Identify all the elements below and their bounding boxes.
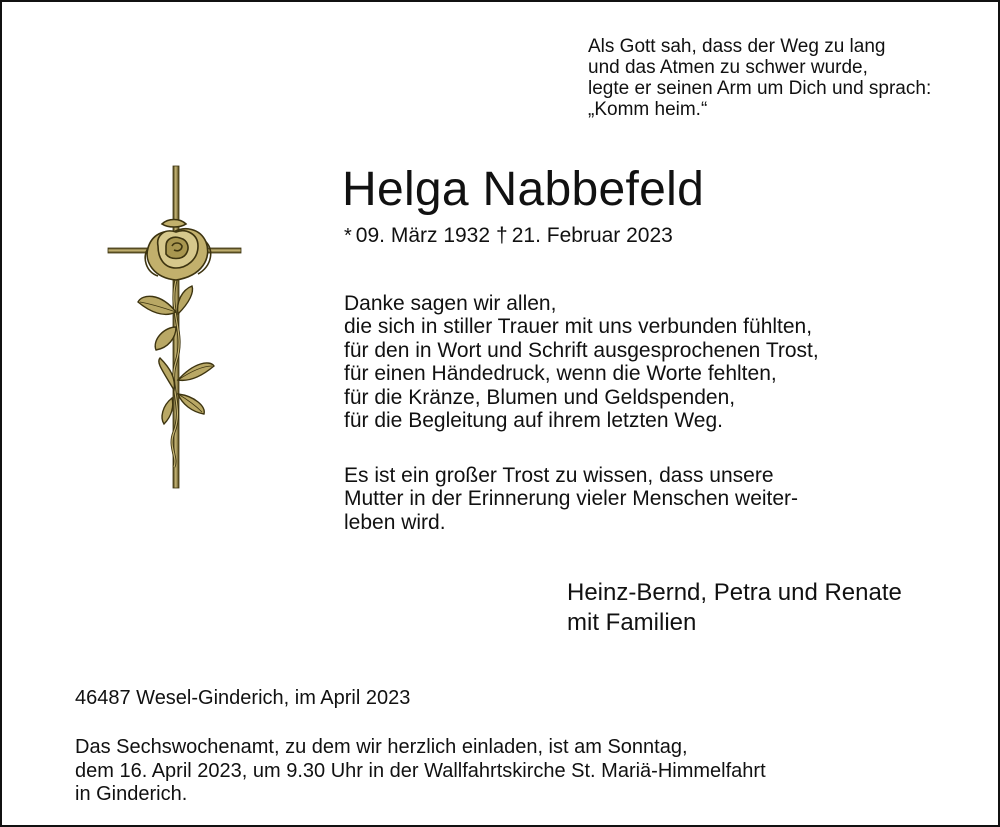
death-symbol: † — [496, 224, 508, 247]
comfort-line: Mutter in der Erinnerung vieler Menschen weiter- — [344, 487, 799, 511]
place-date: 46487 Wesel-Ginderich, im April 2023 — [75, 687, 411, 709]
service-line: dem 16. April 2023, um 9.30 Uhr in der Wallfahrtskirche St. Mariä-Himmelfahrt — [75, 759, 766, 782]
thanks-line: für den in Wort und Schrift ausgesprochenen Trost, — [344, 338, 819, 362]
family-suffix: mit Familien — [567, 609, 697, 636]
thanks-line: Danke sagen wir allen, — [344, 292, 557, 315]
birth-date: 09. März 1932 — [355, 224, 491, 247]
death-date: 21. Februar 2023 — [511, 224, 673, 247]
poem-line: und das Atmen zu schwer wurde, — [588, 57, 868, 78]
thanks-line: für die Begleitung auf ihrem letzten Weg. — [344, 409, 723, 433]
comfort-line: leben wird. — [344, 510, 446, 534]
poem-line: legte er seinen Arm um Dich und sprach: — [588, 78, 932, 99]
thanks-line: die sich in stiller Trauer mit uns verbunden fühlten, — [344, 315, 813, 339]
thanks-line: für die Kränze, Blumen und Geldspenden, — [344, 385, 736, 409]
poem-line: „Komm heim.“ — [588, 99, 708, 120]
poem-line: Als Gott sah, dass der Weg zu lang — [588, 36, 886, 57]
family-names: Heinz-Bernd, Petra und Renate — [567, 579, 902, 606]
comfort-paragraph — [344, 464, 798, 534]
deceased-name: Helga Nabbefeld — [342, 163, 705, 216]
service-announcement — [75, 736, 766, 807]
service-line: Das Sechswochenamt, zu dem wir herzlich einladen, ist am Sonntag, — [75, 736, 688, 758]
thanks-line: für einen Händedruck, wenn die Worte fehlten, — [344, 362, 777, 386]
poem — [588, 36, 988, 120]
birth-symbol: * — [344, 225, 352, 247]
service-line: in Ginderich. — [75, 783, 188, 805]
comfort-line: Es ist ein großer Trost zu wissen, dass unsere — [344, 464, 774, 487]
cross-with-rose-icon — [102, 162, 252, 492]
family-signature — [567, 578, 902, 638]
life-dates — [344, 223, 673, 249]
thanks-paragraph — [344, 292, 819, 432]
